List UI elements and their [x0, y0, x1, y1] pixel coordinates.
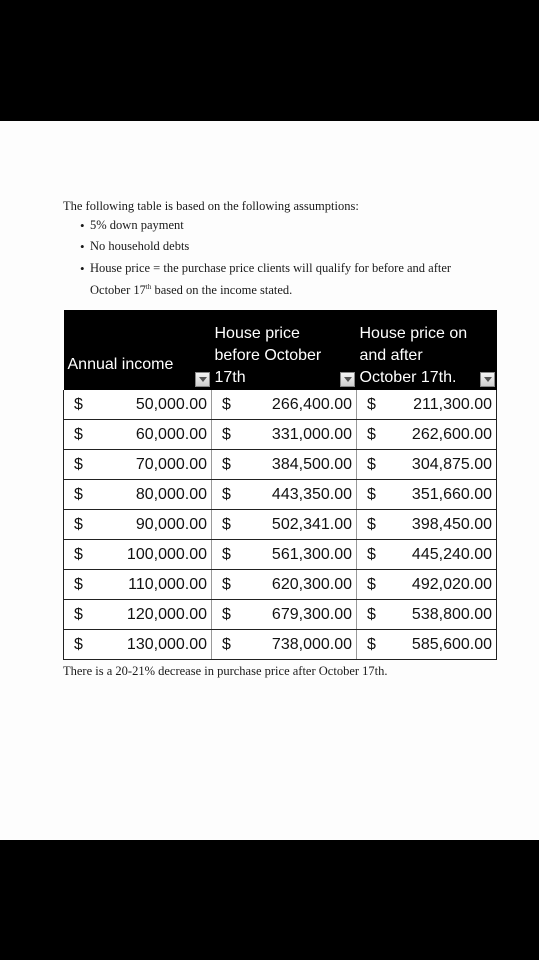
- amount-value: 445,240.00: [411, 546, 492, 563]
- currency-symbol: $: [222, 636, 231, 653]
- currency-symbol: $: [367, 576, 376, 593]
- amount-value: 110,000.00: [128, 576, 207, 593]
- amount-value: 679,300.00: [271, 606, 352, 623]
- amount-value: 561,300.00: [271, 546, 352, 563]
- assumption-item: • House price = the purchase price clients will qualify for before and after October 17th based on the income stated.: [90, 259, 493, 300]
- amount-value: 738,000.00: [271, 636, 352, 653]
- table-cell: [212, 570, 357, 600]
- table-cell: [212, 450, 357, 480]
- table-row: [64, 540, 497, 570]
- currency-symbol: $: [367, 426, 376, 443]
- assumptions-list: [63, 217, 493, 300]
- amount-value: 80,000.00: [135, 486, 207, 503]
- document-page: [0, 121, 539, 840]
- amount-value: 50,000.00: [135, 396, 207, 413]
- table-cell: [212, 630, 357, 660]
- amount-value: 384,500.00: [271, 456, 352, 473]
- amount-value: 331,000.00: [271, 426, 352, 443]
- amount-value: 304,875.00: [411, 456, 492, 473]
- table-cell: [212, 540, 357, 570]
- house-price-table: [63, 310, 497, 660]
- currency-symbol: $: [74, 546, 83, 563]
- currency-symbol: $: [222, 456, 231, 473]
- currency-symbol: $: [367, 636, 376, 653]
- amount-value: 620,300.00: [271, 576, 352, 593]
- table-cell: [212, 390, 357, 420]
- currency-symbol: $: [222, 426, 231, 443]
- table-cell: [357, 450, 497, 480]
- table-row: [64, 630, 497, 660]
- header-price-after: House price on and after October 17th.: [357, 310, 497, 390]
- amount-value: 398,450.00: [411, 516, 492, 533]
- table-cell: [357, 540, 497, 570]
- table-cell: [357, 510, 497, 540]
- table-cell: [212, 510, 357, 540]
- table-cell: [64, 570, 212, 600]
- table-cell: [64, 420, 212, 450]
- table-cell: [212, 420, 357, 450]
- header-annual-income: Annual income: [64, 310, 212, 390]
- amount-value: 211,300.00: [413, 396, 492, 413]
- table-cell: [64, 630, 212, 660]
- filter-dropdown-icon[interactable]: [195, 372, 210, 387]
- currency-symbol: $: [367, 546, 376, 563]
- table-cell: [64, 480, 212, 510]
- table-header-row: [64, 310, 497, 390]
- amount-value: 130,000.00: [126, 636, 207, 653]
- currency-symbol: $: [74, 456, 83, 473]
- amount-value: 262,600.00: [411, 426, 492, 443]
- table-row: [64, 570, 497, 600]
- assumptions-title: The following table is based on the following assumptions:: [63, 199, 359, 213]
- table-cell: [357, 480, 497, 510]
- table-cell: [64, 390, 212, 420]
- table-cell: [212, 600, 357, 630]
- amount-value: 120,000.00: [126, 606, 207, 623]
- table-cell: [64, 450, 212, 480]
- amount-value: 90,000.00: [135, 516, 207, 533]
- table-cell: [357, 570, 497, 600]
- footnote: There is a 20-21% decrease in purchase price after October 17th.: [63, 664, 388, 678]
- header-price-before: House price before October 17th: [212, 310, 357, 390]
- currency-symbol: $: [367, 396, 376, 413]
- amount-value: 60,000.00: [135, 426, 207, 443]
- filter-dropdown-icon[interactable]: [480, 372, 495, 387]
- assumptions: [63, 199, 493, 304]
- currency-symbol: $: [74, 426, 83, 443]
- table-row: [64, 450, 497, 480]
- table-row: [64, 600, 497, 630]
- table-cell: [357, 420, 497, 450]
- filter-dropdown-icon[interactable]: [340, 372, 355, 387]
- currency-symbol: $: [367, 456, 376, 473]
- amount-value: 351,660.00: [411, 486, 492, 503]
- amount-value: 538,800.00: [411, 606, 492, 623]
- currency-symbol: $: [222, 396, 231, 413]
- table-row: [64, 480, 497, 510]
- table-row: [64, 420, 497, 450]
- amount-value: 100,000.00: [126, 546, 207, 563]
- currency-symbol: $: [74, 636, 83, 653]
- table-row: [64, 510, 497, 540]
- table-cell: [64, 540, 212, 570]
- table-row: [64, 390, 497, 420]
- table-cell: [357, 600, 497, 630]
- amount-value: 443,350.00: [271, 486, 352, 503]
- currency-symbol: $: [74, 576, 83, 593]
- currency-symbol: $: [222, 516, 231, 533]
- table-cell: [212, 480, 357, 510]
- amount-value: 492,020.00: [411, 576, 492, 593]
- assumption-item: • 5% down payment: [90, 217, 493, 234]
- amount-value: 70,000.00: [135, 456, 207, 473]
- amount-value: 585,600.00: [411, 636, 492, 653]
- currency-symbol: $: [74, 516, 83, 533]
- amount-value: 266,400.00: [271, 396, 352, 413]
- currency-symbol: $: [222, 546, 231, 563]
- currency-symbol: $: [367, 516, 376, 533]
- amount-value: 502,341.00: [271, 516, 352, 533]
- currency-symbol: $: [74, 606, 83, 623]
- table-cell: [64, 600, 212, 630]
- currency-symbol: $: [222, 606, 231, 623]
- currency-symbol: $: [367, 606, 376, 623]
- assumption-item: • No household debts: [90, 238, 493, 255]
- currency-symbol: $: [222, 576, 231, 593]
- table-cell: [64, 510, 212, 540]
- currency-symbol: $: [74, 486, 83, 503]
- currency-symbol: $: [367, 486, 376, 503]
- table-cell: [357, 390, 497, 420]
- currency-symbol: $: [74, 396, 83, 413]
- currency-symbol: $: [222, 486, 231, 503]
- table-cell: [357, 630, 497, 660]
